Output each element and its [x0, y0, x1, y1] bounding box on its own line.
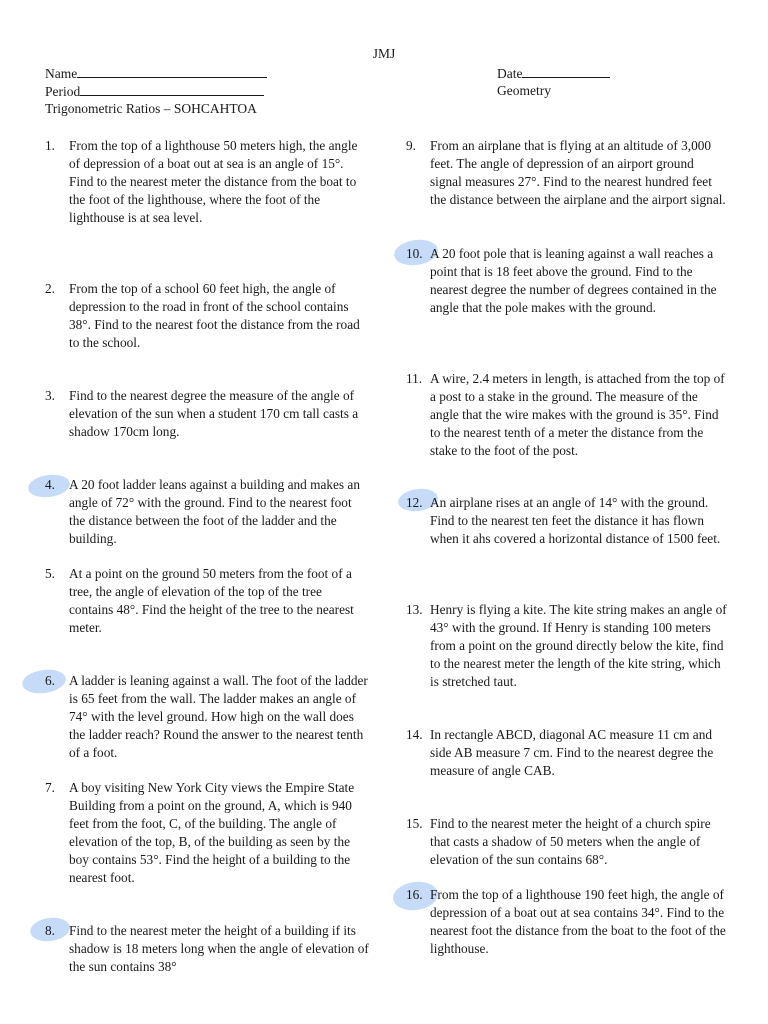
question-text: Henry is flying a kite. The kite string makes an angle of 43° with the ground. If Henry is standing 100 meters from a point on the ground directly below the kite, find to the nearest meter the length of the kite string, which is stretched taut. — [430, 602, 727, 689]
question-number: 13. — [406, 602, 423, 617]
question-number: 8. — [45, 923, 55, 938]
question-text: An airplane rises at an angle of 14° with the ground. Find to the nearest ten feet the distance it has flown when it ahs covered a horizontal distance of 1500 feet. — [430, 495, 721, 546]
question-number: 1. — [45, 138, 55, 153]
question-number: 11. — [406, 371, 423, 386]
question-number: 10. — [406, 246, 423, 261]
worksheet-subtitle: Trigonometric Ratios – SOHCAHTOA — [45, 101, 257, 116]
question-text: From the top of a school 60 feet high, the angle of depression to the road in front of the school contains 38°. Find to the nearest foot the distance from the road to the school. — [69, 281, 360, 350]
question-number: 12. — [406, 495, 423, 510]
question-text: From the top of a lighthouse 50 meters high, the angle of depression of a boat out at sea is an angle of 15°. Find to the nearest meter the distance from the boat to the foot of the lighthouse, where the foot of the lighthouse is at sea level. — [69, 138, 358, 225]
question-number: 15. — [406, 816, 423, 831]
question-number: 9. — [406, 138, 416, 153]
question-number: 16. — [406, 887, 423, 902]
course-name: Geometry — [497, 83, 551, 98]
period-field — [45, 82, 264, 101]
date-blank — [522, 64, 610, 78]
question-number: 3. — [45, 388, 55, 403]
question-number: 7. — [45, 780, 55, 795]
period-blank — [80, 82, 264, 96]
question-number: 2. — [45, 281, 55, 296]
question-text: Find to the nearest degree the measure of the angle of elevation of the sun when a student 170 cm tall casts a shadow 170cm long. — [69, 388, 359, 439]
question-text: A ladder is leaning against a wall. The foot of the ladder is 65 feet from the wall. The ladder makes an angle of 74° with the level ground. How high on the wall does the ladder reach? Round the answer to the nearest tenth of a foot. — [69, 673, 368, 760]
question-text: A 20 foot ladder leans against a building and makes an angle of 72° with the ground. Find to the nearest foot the distance between the foot of the ladder and the building. — [69, 477, 360, 546]
question-text: Find to the nearest meter the height of a church spire that casts a shadow of 50 meters when the angle of elevation of the sun contains 68°. — [430, 816, 711, 867]
name-field — [45, 64, 267, 83]
question-text: A wire, 2.4 meters in length, is attached from the top of a post to a stake in the ground. The measure of the angle that the wire makes with the ground is 35°. Find to the nearest tenth of a meter the distance from the stake to the foot of the post. — [430, 371, 725, 458]
date-label: Date — [497, 66, 523, 81]
question-text: A boy visiting New York City views the Empire State Building from a point on the ground, A, which is 940 feet from the foot, C, of the building. The angle of elevation of the top, B, of the building as seen by the boy contains 53°. Find the height of a building to the nearest foot. — [69, 780, 355, 885]
question-number: 5. — [45, 566, 55, 581]
question-text: In rectangle ABCD, diagonal AC measure 11 cm and side AB measure 7 cm. Find to the nearest degree the measure of angle CAB. — [430, 727, 714, 778]
highlight-mark-6 — [21, 667, 68, 696]
question-number: 4. — [45, 477, 55, 492]
question-number: 14. — [406, 727, 423, 742]
question-number: 6. — [45, 673, 55, 688]
question-text: Find to the nearest meter the height of a building if its shadow is 18 meters long when the angle of elevation of the sun contains 38° — [69, 923, 369, 974]
question-text: At a point on the ground 50 meters from the foot of a tree, the angle of elevation of the top of the tree contains 48°. Find the height of the tree to the nearest meter. — [69, 566, 354, 635]
question-text: A 20 foot pole that is leaning against a wall reaches a point that is 18 feet above the ground. Find to the nearest degree the number of degrees contained in the angle that the pole makes with the ground. — [430, 246, 717, 315]
question-text: From the top of a lighthouse 190 feet high, the angle of depression of a boat out at sea contains 34°. Find to the nearest foot the distance from the boat to the foot of the lighthouse. — [430, 887, 726, 956]
date-field — [497, 64, 610, 83]
top-label: JMJ — [372, 46, 396, 61]
name-label: Name — [45, 66, 78, 81]
question-text: From an airplane that is flying at an altitude of 3,000 feet. The angle of depression of an airport ground signal measures 27°. Find to the nearest hundred feet the distance between the airplane and the airport signal. — [430, 138, 726, 207]
name-blank — [77, 64, 267, 78]
period-label: Period — [45, 84, 81, 99]
